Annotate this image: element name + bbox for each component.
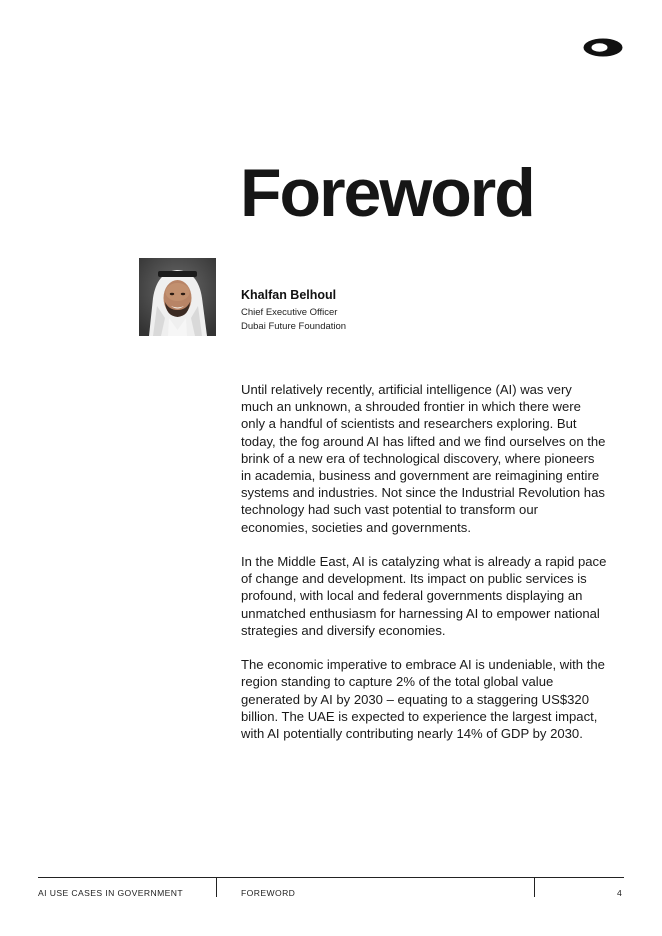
footer-publication: AI USE CASES IN GOVERNMENT [38,888,184,898]
body-paragraph: Until relatively recently, artificial intelligence (AI) was very much an unknown, a shrouded frontier in which there were only a handful of scientists and researchers exploring. But today, the fog around AI has lifted and we find ourselves on the brink of a new era of technological discovery, where pioneers in academia, business and government are reimagining entire systems and industries. Not since the Industrial Revolution has technology had such vast potential to transform our economies, societies and governments. [241,382,606,535]
body-paragraph: In the Middle East, AI is catalyzing what is already a rapid pace of change and development. Its impact on public services is profound, with local and federal governments displaying an unmatched enthusiasm for harnessing AI to empower national strategies and diversify economies. [241,554,607,638]
footer-divider [534,877,535,897]
ring-logo-icon [583,38,623,57]
footer-section: FOREWORD [241,888,296,898]
author-organization: Dubai Future Foundation [241,321,347,332]
body-paragraph: The economic imperative to embrace AI is undeniable, with the region standing to capture 2% of the total global value generated by AI by 2030 – equating to a staggering US$320 billion. The UAE is expected to experience the largest impact, with AI potentially contributing nearly 14% of GDP by 2030. [241,657,605,742]
author-name: Khalfan Belhoul [241,288,337,302]
portrait-photo [139,258,216,336]
author-block [241,288,346,334]
page-number: 4 [617,888,623,898]
footer-rule [38,877,624,878]
foreword-body [241,381,607,759]
footer-divider [216,877,217,897]
page-title: Foreword [240,155,534,231]
author-role: Chief Executive Officer [241,307,338,318]
